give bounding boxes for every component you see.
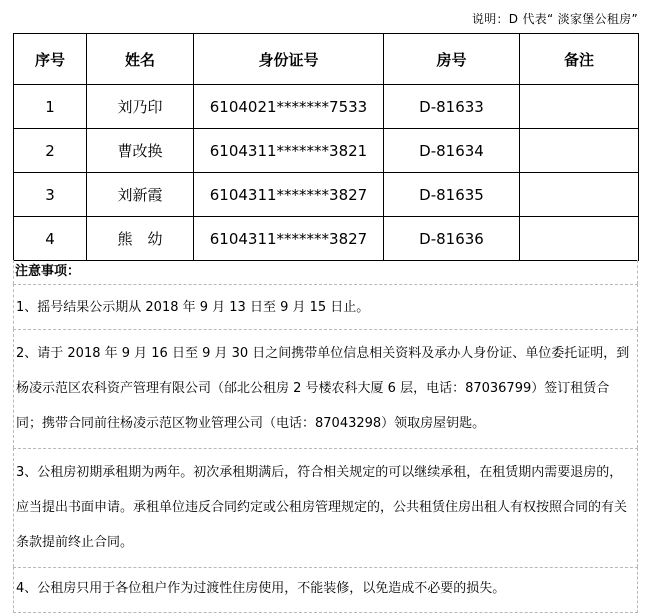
header-id-number: 身份证号 <box>194 34 384 85</box>
cell-room-number: D-81633 <box>384 85 520 129</box>
cell-id-number: 6104311*******3827 <box>194 217 384 261</box>
cell-remarks <box>520 129 639 173</box>
header-room-number: 房号 <box>384 34 520 85</box>
header-index: 序号 <box>14 34 87 85</box>
note-item-3: 3、公租房初期承租期为两年。初次承租期满后，符合相关规定的可以继续承租，在租赁期内需要退房的，应当提出书面申请。承租单位违反合同约定或公租房管理规定的，公共租赁住房出租人有权按照合同的有关条款提前终止合同。 <box>13 448 638 567</box>
notes-section <box>13 260 638 613</box>
cell-index: 2 <box>14 129 87 173</box>
header-note: 说明：D 代表“ 淡家堡公租房” <box>471 12 638 26</box>
table-row <box>14 173 639 217</box>
cell-name: 刘新霞 <box>87 173 194 217</box>
cell-remarks <box>520 217 639 261</box>
cell-index: 4 <box>14 217 87 261</box>
cell-id-number: 6104311*******3827 <box>194 173 384 217</box>
header-remarks: 备注 <box>520 34 639 85</box>
cell-room-number: D-81636 <box>384 217 520 261</box>
cell-id-number: 6104021*******7533 <box>194 85 384 129</box>
note-item-1: 1、摇号结果公示期从 2018 年 9 月 13 日至 9 月 15 日止。 <box>13 284 638 329</box>
cell-id-number: 6104311*******3821 <box>194 129 384 173</box>
table-row <box>14 129 639 173</box>
note-item-2: 2、请于 2018 年 9 月 16 日至 9 月 30 日之间携带单位信息相关资料及承办人身份证、单位委托证明，到杨凌示范区农科资产管理有限公司（邰北公租房 2 号楼农科大厦 6 层，电话：87036799）签订租赁合同；携带合同前往杨凌示范区物业管理公司（电话：87043298）领取房屋钥匙。 <box>13 329 638 448</box>
cell-name: 曹改换 <box>87 129 194 173</box>
cell-room-number: D-81634 <box>384 129 520 173</box>
cell-name: 刘乃印 <box>87 85 194 129</box>
table-header-row <box>14 34 639 85</box>
table-row <box>14 85 639 129</box>
cell-remarks <box>520 173 639 217</box>
allocation-table <box>13 33 639 261</box>
notes-title: 注意事项： <box>13 260 638 284</box>
cell-remarks <box>520 85 639 129</box>
cell-name: 熊 幼 <box>87 217 194 261</box>
cell-index: 3 <box>14 173 87 217</box>
cell-index: 1 <box>14 85 87 129</box>
cell-room-number: D-81635 <box>384 173 520 217</box>
note-item-4: 4、公租房只用于各位租户作为过渡性住房使用，不能装修，以免造成不必要的损失。 <box>13 567 638 613</box>
header-name: 姓名 <box>87 34 194 85</box>
table-row <box>14 217 639 261</box>
